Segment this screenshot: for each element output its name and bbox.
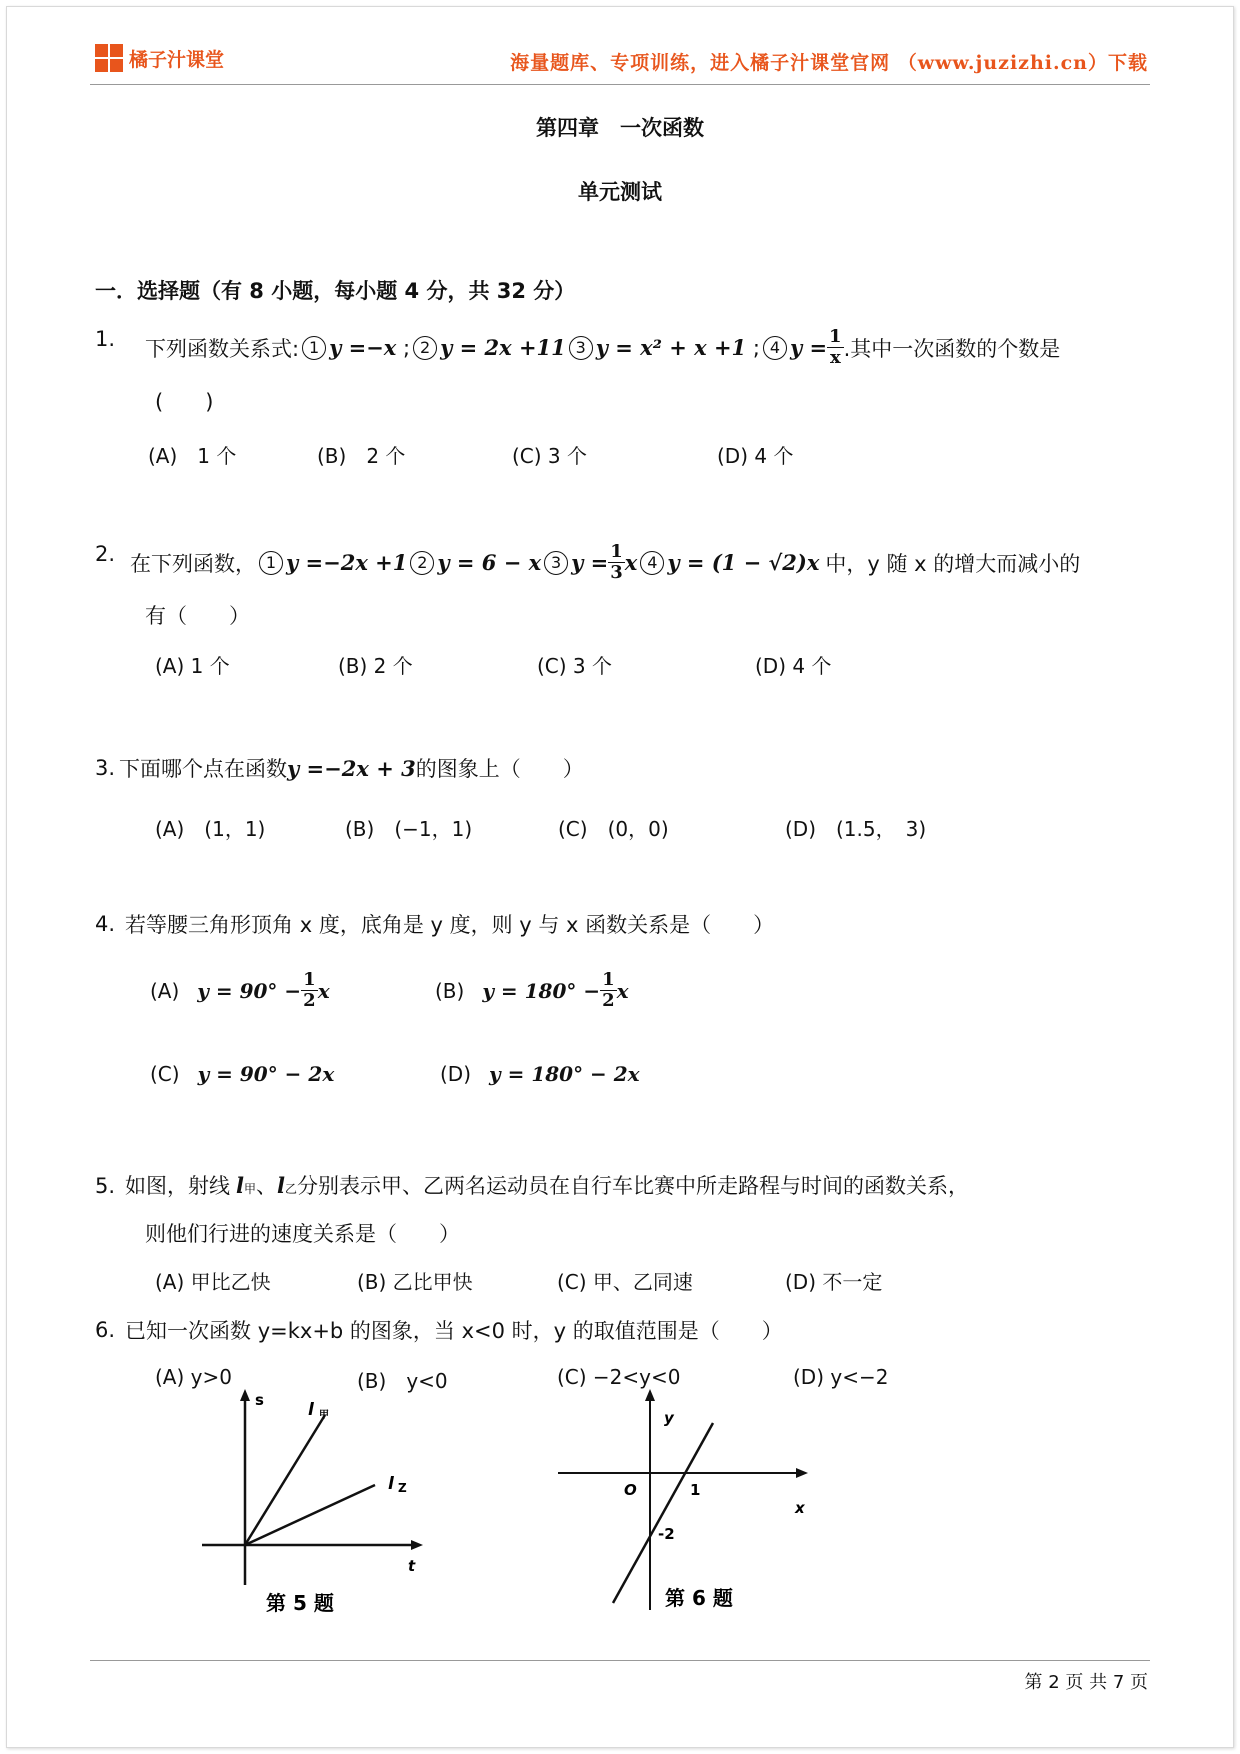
l1-label: l	[308, 1400, 314, 1420]
question-6-number: 6.	[95, 1318, 116, 1342]
question-1-number: 1.	[95, 327, 116, 351]
q6-option-c[interactable]: (C) −2<y<0	[557, 1365, 681, 1389]
question-5-number: 5.	[95, 1174, 116, 1198]
question-2-stem	[130, 542, 1080, 583]
q2-option-d[interactable]: (D) 4 个	[755, 654, 832, 678]
footer-divider	[90, 1660, 1150, 1661]
q2-fraction: $\frac{1}{3}$	[610, 541, 623, 583]
q1-option-c[interactable]: (C) 3 个	[512, 444, 588, 468]
q5-line-2: 则他们行进的速度关系是（ ）	[145, 1222, 460, 1246]
figure-6-caption: 第 6 题	[665, 1586, 733, 1610]
q1-expr-3: y = x² + x +1	[595, 335, 747, 360]
s-axis-arrow-icon	[240, 1389, 250, 1401]
question-5-stem: 5. 如图，射线 l 甲 、 l 乙 分别表示甲、乙两名运动员在自行车比赛中所走路程与时间的函数关系，	[95, 1173, 970, 1198]
page-number: 第 2 页 共 7 页	[1024, 1672, 1148, 1693]
q1-fraction: $\frac{1}{x}$	[829, 326, 842, 368]
x-intercept-label: 1	[690, 1481, 701, 1499]
y-label: y	[664, 1409, 674, 1427]
circled-number: 4	[640, 551, 664, 575]
q1-option-a[interactable]: (A) 1 个	[148, 444, 237, 468]
q4-option-d[interactable]: (D) y = 180° − 2x	[440, 1062, 640, 1086]
q2-expr-3-left: y =	[571, 550, 609, 575]
t-label: t	[408, 1557, 416, 1575]
l1-subscript: 甲	[319, 1410, 329, 1421]
q3-expr: y =−2x + 3	[287, 755, 416, 781]
question-4-stem	[95, 909, 774, 939]
q2-text-b: 中，y 随 x 的增大而减小的	[825, 551, 1081, 576]
q6-option-b[interactable]: (B) y<0	[357, 1369, 448, 1393]
y-axis-arrow-icon	[645, 1389, 655, 1401]
q4-fraction-a: $\frac{1}{2}$	[303, 969, 316, 1011]
q2-expr-1: y =−2x +1	[286, 550, 408, 575]
q3-option-b[interactable]: (B) (−1，1)	[345, 817, 473, 841]
q4-option-b[interactable]: (B) y = 180° − $\frac{1}{2}$ x	[435, 969, 629, 1011]
q5-option-a[interactable]: (A) 甲比乙快	[155, 1270, 271, 1294]
logo-text: 橘子汁课堂	[129, 48, 225, 71]
x-label: x	[795, 1499, 805, 1517]
question-4-number: 4.	[95, 912, 116, 936]
circled-number: 1	[302, 336, 326, 360]
q6-text: 已知一次函数 y=kx+b 的图象，当 x<0 时，y 的取值范围是（ ）	[125, 1319, 783, 1343]
circled-number: 2	[413, 336, 437, 360]
q5-option-c[interactable]: (C) 甲、乙同速	[557, 1270, 693, 1294]
question-1-stem: 下列函数关系式: 1 y =−x ; 2 y = 2x +11 3 y = x² + x +1 ; 4 y = $\frac{1}{x}$ .其中一次函数的个数是	[145, 326, 1061, 368]
q6-option-d[interactable]: (D) y<−2	[793, 1365, 889, 1389]
q3-option-c[interactable]: (C) (0，0)	[558, 817, 669, 841]
q3-text-b: 的图象上（ ）	[415, 757, 584, 781]
circled-number: 2	[410, 551, 434, 575]
q2-option-b[interactable]: (B) 2 个	[338, 654, 413, 678]
q5-option-d[interactable]: (D) 不一定	[785, 1270, 883, 1294]
question-6-stem	[95, 1315, 783, 1345]
circled-number: 1	[259, 551, 283, 575]
brand-logo[interactable]	[95, 44, 224, 72]
q3-option-a[interactable]: (A) (1，1)	[155, 817, 266, 841]
q2-option-c[interactable]: (C) 3 个	[537, 654, 613, 678]
q4-option-c[interactable]: (C) y = 90° − 2x	[150, 1062, 335, 1086]
q2-text-a: 在下列函数，	[130, 551, 256, 576]
q2-expr-2: y = 6 − x	[437, 550, 542, 575]
question-3-number: 3.	[95, 756, 116, 780]
section-heading: 一．选择题（有 8 小题，每小题 4 分，共 32 分）	[95, 279, 576, 303]
q1-expr-1: y =−x	[329, 335, 397, 360]
q1-text-b: .其中一次函数的个数是	[843, 336, 1061, 361]
q4-option-a[interactable]: (A) y = 90° − $\frac{1}{2}$ x	[150, 969, 330, 1011]
circled-number: 3	[569, 336, 593, 360]
l2-label: l	[388, 1474, 394, 1494]
function-line	[613, 1423, 713, 1603]
q6-option-a[interactable]: (A) y>0	[155, 1365, 232, 1389]
q1-text-a: 下列函数关系式:	[145, 336, 300, 361]
q4-text: 若等腰三角形顶角 x 度，底角是 y 度，则 y 与 x 函数关系是（ ）	[125, 913, 775, 937]
circled-number: 3	[544, 551, 568, 575]
q1-option-d[interactable]: (D) 4 个	[717, 444, 794, 468]
q1-answer-paren: ( )	[155, 390, 214, 414]
header-divider	[90, 84, 1150, 85]
unit-title: 单元测试	[578, 179, 662, 204]
chapter-title: 第四章 一次函数	[536, 115, 704, 140]
s-label: s	[255, 1391, 264, 1409]
q2-expr-4: y = (1 − √2)x	[667, 550, 820, 575]
q2-line-2: 有（ ）	[145, 604, 250, 628]
figure-5-caption: 第 5 题	[266, 1591, 334, 1615]
origin-label: O	[624, 1481, 637, 1499]
question-3-stem	[95, 753, 584, 783]
orange-logo-icon	[95, 44, 123, 72]
figure-6-graph	[550, 1385, 820, 1635]
y-intercept-label: -2	[658, 1525, 675, 1543]
q5-option-b[interactable]: (B) 乙比甲快	[357, 1270, 473, 1294]
question-2-number: 2.	[95, 542, 116, 566]
q1-expr-4-left: y =	[789, 335, 828, 360]
q3-text-a: 下面哪个点在函数	[119, 757, 288, 781]
q1-option-b[interactable]: (B) 2 个	[317, 444, 406, 468]
q1-expr-2: y = 2x +11	[440, 335, 566, 360]
t-axis-arrow-icon	[411, 1540, 423, 1550]
x-axis-arrow-icon	[796, 1468, 808, 1478]
q4-fraction-b: $\frac{1}{2}$	[602, 969, 615, 1011]
q3-option-d[interactable]: (D) (1.5， 3)	[785, 817, 927, 841]
l2-subscript: Z	[398, 1481, 407, 1495]
header-slogan[interactable]: 海量题库、专项训练，进入橘子汁课堂官网 （www.juzizhi.cn）下载	[510, 52, 1148, 74]
q2-expr-3-right: x	[624, 550, 638, 575]
circled-number: 4	[763, 336, 787, 360]
q2-option-a[interactable]: (A) 1 个	[155, 654, 230, 678]
figure-5-graph	[190, 1385, 450, 1625]
